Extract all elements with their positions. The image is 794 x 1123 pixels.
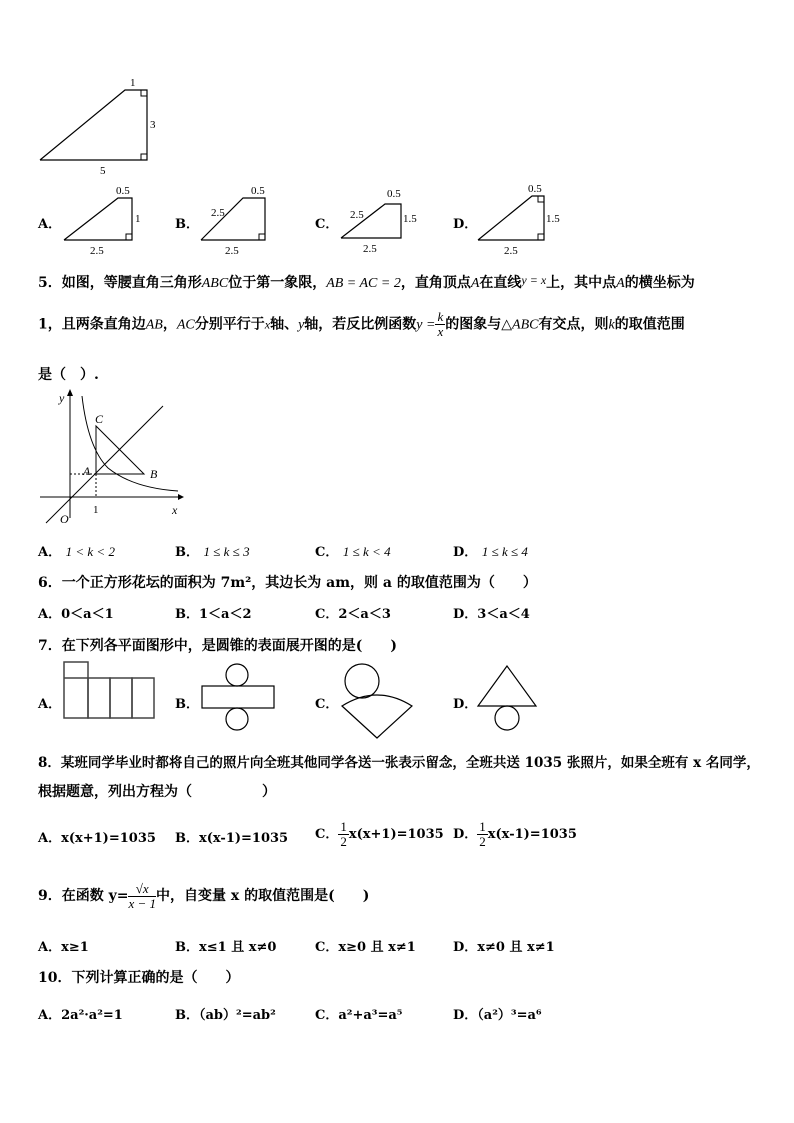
- q4-option-d-letter: D．: [453, 217, 478, 232]
- top-trapezoid-figure: [30, 70, 170, 180]
- q5-math: A: [470, 276, 480, 291]
- q5-option-a[interactable]: [38, 541, 115, 560]
- q5-text: ，: [162, 316, 177, 333]
- option-text: 2＜a＜3: [338, 607, 391, 622]
- q5-text: 在直线: [479, 275, 522, 291]
- q5-graph: [38, 388, 188, 528]
- q8-option-a[interactable]: [38, 827, 156, 846]
- q10-option-b[interactable]: [175, 1004, 276, 1023]
- q5-fraction: [435, 310, 445, 339]
- option-letter: C．: [315, 940, 339, 955]
- option-letter: B．: [175, 697, 199, 712]
- q6-option-c[interactable]: [315, 603, 391, 622]
- q9-stem: [38, 876, 369, 916]
- option-text: a²+a³=a⁵: [338, 1008, 403, 1023]
- fraction-num: 1: [479, 819, 486, 834]
- q4-b-bottom-label: 2.5: [225, 245, 239, 257]
- q5-stem-line2: [38, 310, 685, 340]
- q5-option-b[interactable]: [175, 541, 250, 560]
- q5-math: y = x: [521, 273, 547, 287]
- top-trapezoid-outline: [40, 90, 147, 160]
- triangle-abc: [96, 426, 144, 474]
- q7-stem: 7．在下列各平面图形中，是圆锥的表面展开图的是( ): [38, 638, 397, 654]
- q10-stem: 10．下列计算正确的是（ ）: [38, 970, 240, 986]
- q9-option-b[interactable]: [175, 936, 276, 955]
- option-letter: D．: [453, 545, 478, 560]
- cone-net-figure: [336, 662, 420, 742]
- q5-text: 分别平行于: [194, 316, 265, 333]
- q9-option-d[interactable]: [453, 936, 555, 955]
- q4-option-a-letter: A．: [38, 217, 62, 232]
- option-text: 1 < k < 2: [65, 544, 115, 559]
- option-letter: B．: [175, 1008, 199, 1023]
- x-label: x: [172, 503, 178, 517]
- q5-option-c[interactable]: [315, 541, 391, 560]
- q4-d-top-label: 0.5: [528, 183, 542, 195]
- q8-c-fraction: [338, 820, 349, 849]
- option-letter: A．: [38, 831, 62, 846]
- option-letter: A．: [38, 697, 62, 712]
- option-letter: B．: [175, 545, 199, 560]
- option-letter: C．: [315, 697, 339, 712]
- q5-text: 的横坐标为: [624, 275, 695, 291]
- option-letter: D．: [453, 607, 478, 622]
- fraction-den: 2: [340, 834, 347, 849]
- q9-option-a[interactable]: [38, 936, 89, 955]
- point-c-label: C: [95, 412, 104, 426]
- fraction-num: 1: [340, 819, 347, 834]
- option-letter: A．: [38, 1008, 62, 1023]
- bottom-label: 5: [100, 165, 106, 177]
- q6-option-d[interactable]: [453, 603, 530, 622]
- q10-option-a[interactable]: [38, 1004, 123, 1023]
- q8-option-b[interactable]: [175, 827, 288, 846]
- option-letter: C．: [315, 545, 339, 560]
- q4-a-side-label: 1: [135, 213, 141, 225]
- q5-option-d[interactable]: [453, 541, 528, 560]
- option-text: 1 ≤ k < 4: [342, 544, 391, 559]
- option-letter: C．: [315, 1008, 339, 1023]
- option-letter: D．: [453, 827, 478, 842]
- q8-stem-line1: 8．某班同学毕业时都将自己的照片向全班其他同学各送一张表示留念，全班共送 1035 张照片，如果全班有 x 名同学，: [38, 755, 760, 771]
- q5-text: 的取值范围: [614, 316, 685, 333]
- q5-math: x: [264, 317, 271, 332]
- y-axis-arrow-icon: [67, 389, 73, 396]
- q5-text: 上，其中点: [546, 275, 617, 291]
- q8-option-d[interactable]: [453, 817, 577, 853]
- option-letter: B．: [175, 607, 199, 622]
- point-b-label: B: [150, 467, 158, 481]
- option-letter: B．: [175, 831, 199, 846]
- q4-d-bottom-label: 2.5: [504, 245, 518, 257]
- q5-math: k: [608, 317, 615, 333]
- q10-option-c[interactable]: [315, 1004, 403, 1023]
- q5-math: ABC: [512, 317, 539, 333]
- q5-math: AB: [145, 317, 163, 333]
- q5-text: 1，且两条直角边: [38, 316, 146, 333]
- q5-math: AC: [176, 317, 195, 333]
- option-letter: D．: [453, 697, 478, 712]
- q5-math: y: [298, 317, 305, 333]
- option-text: x(x-1)=1035: [487, 827, 577, 842]
- q4-option-c-figure: [335, 180, 435, 260]
- q9-fraction: [128, 882, 156, 911]
- option-text: x(x+1)=1035: [61, 831, 156, 846]
- q5-text: 有交点，则: [538, 316, 609, 333]
- q6-option-a[interactable]: [38, 603, 114, 622]
- option-text: （a²）³=a⁶: [477, 1008, 542, 1023]
- q5-math: A: [616, 276, 625, 291]
- q9-text: 9．在函数 y=: [38, 888, 129, 904]
- q5-fraction-num: k: [437, 309, 444, 324]
- q5-text: 的图象与△: [445, 316, 513, 333]
- q4-option-c-letter: C．: [315, 217, 339, 232]
- q5-text: 位于第一象限，: [228, 275, 327, 291]
- q4-c-top-label: 0.5: [387, 188, 401, 200]
- option-text: x(x+1)=1035: [348, 827, 444, 842]
- q5-text: 轴、: [270, 316, 299, 333]
- q5-stem-line1: [38, 272, 695, 292]
- q5-math: y =: [416, 317, 436, 333]
- triangle-circle-figure: [474, 662, 544, 738]
- q5-text: ，直角顶点: [400, 275, 471, 291]
- right-angle-mark-top: [141, 90, 147, 96]
- option-text: （ab）²=ab²: [199, 1008, 276, 1023]
- q4-b-top-label: 0.5: [251, 185, 265, 197]
- point-a-label: A: [83, 464, 91, 478]
- q8-option-c[interactable]: [315, 817, 444, 853]
- option-text: x≤1 且 x≠0: [199, 940, 277, 955]
- q9-option-c[interactable]: [315, 936, 416, 955]
- option-text: 1 ≤ k ≤ 4: [481, 544, 528, 559]
- option-text: x(x-1)=1035: [199, 831, 289, 846]
- option-letter: A．: [38, 607, 62, 622]
- q5-text: 5．如图，等腰直角三角形: [38, 275, 202, 291]
- option-text: x≥1: [61, 940, 89, 955]
- cylinder-net-figure: [200, 663, 280, 733]
- option-letter: A．: [38, 545, 62, 560]
- right-angle-mark-bottom: [141, 154, 147, 160]
- q4-a-top-label: 0.5: [116, 185, 130, 197]
- prism-net-figure: [62, 660, 162, 722]
- option-text: 3＜a＜4: [477, 607, 530, 622]
- tick-one-label: 1: [93, 504, 99, 516]
- q4-option-b-figure: [195, 180, 285, 260]
- q4-option-d-figure: [472, 180, 572, 260]
- q5-fraction-den: x: [437, 324, 444, 339]
- q4-option-a-figure: [58, 180, 148, 260]
- q8-d-fraction: [477, 820, 488, 849]
- fraction-den: 2: [479, 834, 486, 849]
- option-text: x≥0 且 x≠1: [338, 940, 416, 955]
- q4-c-bottom-label: 2.5: [363, 243, 377, 255]
- q5-math: ABC: [201, 276, 229, 291]
- q6-stem: 6．一个正方形花坛的面积为 7m²，其边长为 am，则 a 的取值范围为（ ）: [38, 575, 537, 591]
- q4-c-left-label: 2.5: [350, 209, 364, 221]
- option-text: 2a²·a²=1: [61, 1008, 123, 1023]
- x-axis-arrow-icon: [178, 494, 184, 500]
- q4-c-side-label: 1.5: [403, 213, 417, 225]
- q6-option-b[interactable]: [175, 603, 252, 622]
- option-letter: D．: [453, 1008, 478, 1023]
- q10-option-d[interactable]: [453, 1004, 542, 1023]
- option-letter: D．: [453, 940, 478, 955]
- q4-option-b-letter: B．: [175, 217, 199, 232]
- q4-b-side-label: 2.5: [211, 207, 225, 219]
- option-text: 1 ≤ k ≤ 3: [203, 544, 250, 559]
- fraction-num: √x: [128, 882, 156, 897]
- option-letter: C．: [315, 827, 339, 842]
- origin-label: O: [60, 512, 69, 526]
- q4-a-bottom-label: 2.5: [90, 245, 104, 257]
- option-letter: B．: [175, 940, 199, 955]
- top-label: 1: [130, 77, 136, 89]
- option-text: x≠0 且 x≠1: [477, 940, 555, 955]
- q5-text: 轴，若反比例函数: [304, 316, 417, 333]
- q4-d-side-label: 1.5: [546, 213, 560, 225]
- q9-text: 中，自变量 x 的取值范围是( ): [156, 888, 370, 904]
- right-label: 3: [150, 119, 156, 131]
- q5-math: AB = AC = 2: [326, 276, 401, 291]
- q5-stem-line3: 是（ ）.: [38, 367, 99, 383]
- option-text: 1＜a＜2: [199, 607, 252, 622]
- q8-stem-line2: 根据题意，列出方程为（ ）: [38, 784, 276, 800]
- option-text: 0＜a＜1: [61, 607, 114, 622]
- option-letter: A．: [38, 940, 62, 955]
- fraction-den: x − 1: [128, 895, 157, 911]
- y-label: y: [59, 391, 65, 405]
- option-letter: C．: [315, 607, 339, 622]
